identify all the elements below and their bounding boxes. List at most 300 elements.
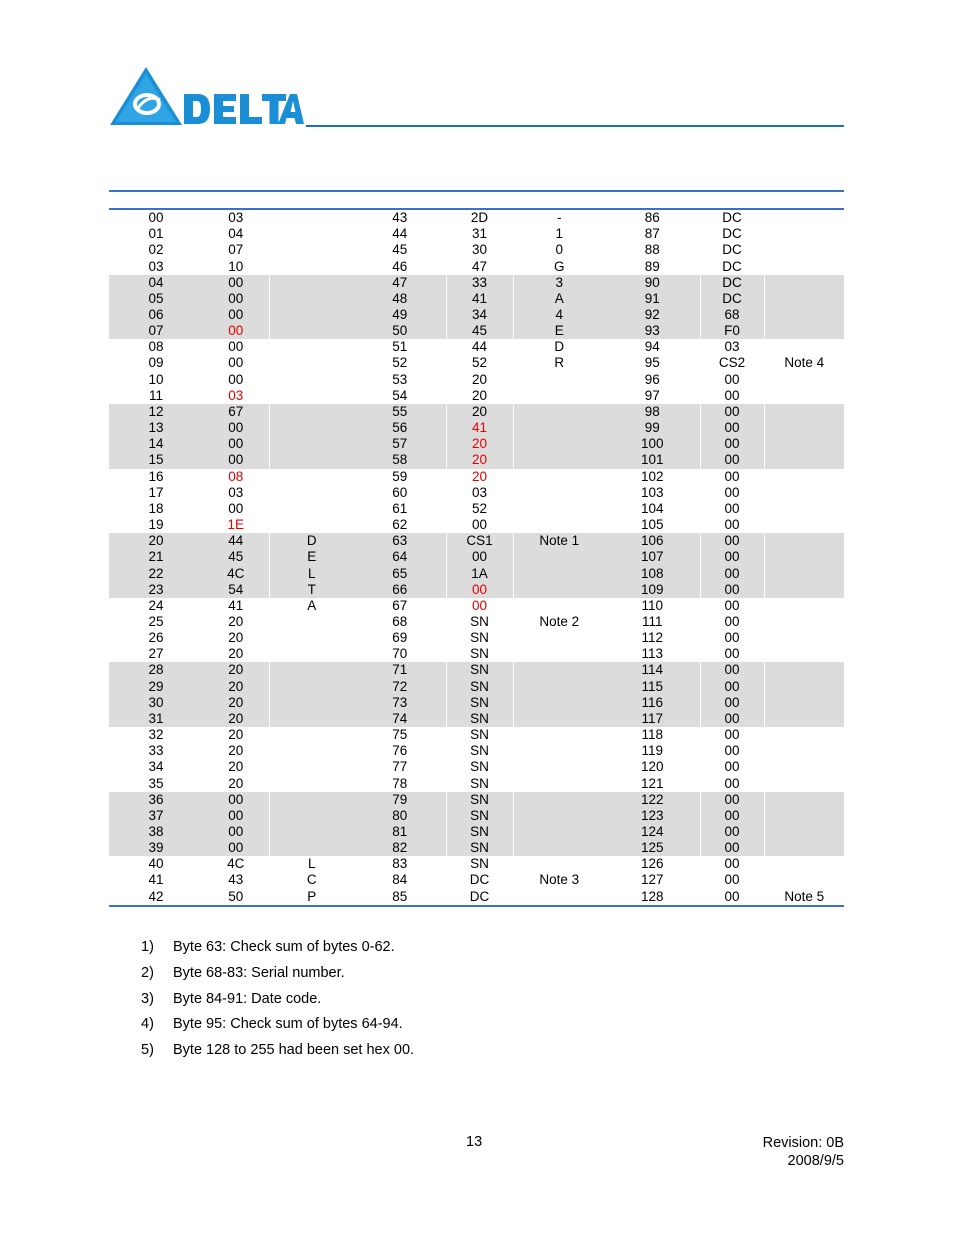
table-cell-c2: 20 [203, 711, 269, 727]
table-cell-c1: 41 [148, 872, 164, 888]
table-row [109, 727, 844, 743]
table-cell-c4: 48 [354, 291, 446, 307]
note-text: Byte 63: Check sum of bytes 0-62. [173, 939, 395, 955]
table-cell-c5: 41 [446, 420, 513, 436]
table-cell-c5: 45 [446, 323, 513, 339]
table-cell-c4: 54 [354, 388, 446, 404]
table-cell-c9 [764, 872, 844, 888]
table-cell-c3 [269, 339, 354, 355]
table-cell-c9 [764, 808, 844, 824]
table-cell-c1: 12 [109, 404, 203, 420]
table-cell-c9: Note 5 [784, 888, 825, 904]
table-cell-c4: 66 [354, 582, 446, 598]
table-cell-c7: 99 [605, 420, 700, 436]
table-cell-c1: 32 [148, 727, 164, 743]
table-cell-c5: 00 [446, 517, 513, 533]
note-item [141, 1014, 414, 1040]
table-cell-c4: 43 [354, 210, 446, 226]
table-cell-c6 [513, 598, 605, 614]
table-cell-c2: 20 [203, 775, 269, 791]
table-cell-c9 [764, 549, 844, 565]
table-cell-c1: 08 [148, 339, 164, 355]
table-cell-c1: 34 [148, 759, 164, 775]
table-cell-c4: 55 [354, 404, 446, 420]
table-cell-c5: SN [446, 662, 513, 678]
table-cell-c8: 00 [700, 533, 764, 549]
table-cell-c8: 00 [700, 420, 764, 436]
table-cell-c1: 13 [109, 420, 203, 436]
table-cell-c3: E [269, 549, 354, 565]
table-cell-c8: 00 [700, 727, 764, 743]
table-cell-c2: 20 [203, 630, 269, 646]
table-cell-c5: 20 [446, 469, 513, 485]
table-cell-c9 [764, 436, 844, 452]
table-cell-c6 [513, 372, 605, 388]
table-cell-c1: 18 [148, 500, 164, 516]
table-cell-c8: 00 [700, 889, 764, 905]
table-cell-c3 [269, 210, 354, 226]
table-row [109, 452, 844, 468]
note-number: 5) [141, 1042, 154, 1059]
table-cell-c3 [269, 743, 354, 759]
table-cell-c5: SN [446, 824, 513, 840]
table-cell-c7: 122 [605, 792, 700, 808]
table-cell-c1: 42 [148, 888, 164, 904]
table-cell-c2: 00 [203, 275, 269, 291]
table-cell-c2: 20 [203, 727, 269, 743]
table-cell-c5: 20 [446, 388, 513, 404]
table-cell-c5: 34 [446, 307, 513, 323]
table-cell-c8: DC [700, 242, 764, 258]
table-cell-c6: - [557, 210, 562, 226]
table-cell-c7: 101 [605, 452, 700, 468]
table-cell-c6: Note 1 [513, 533, 605, 549]
table-cell-c1: 10 [148, 371, 164, 387]
table-cell-c9 [764, 291, 844, 307]
table-cell-c5: SN [446, 646, 513, 662]
table-cell-c4: 73 [354, 695, 446, 711]
table-cell-c6 [513, 759, 605, 775]
table-cell-c3 [269, 727, 354, 743]
table-row [109, 792, 844, 808]
table-cell-c4: 61 [354, 501, 446, 517]
table-cell-c8: 00 [700, 759, 764, 775]
table-cell-c9 [764, 614, 844, 630]
table-row [109, 662, 844, 678]
table-cell-c2: 00 [203, 339, 269, 355]
table-cell-c3 [269, 630, 354, 646]
table-cell-c3 [269, 436, 354, 452]
table-cell-c9 [764, 679, 844, 695]
table-cell-c7: 116 [605, 695, 700, 711]
table-cell-c6 [513, 727, 605, 743]
table-cell-c8: 00 [700, 598, 764, 614]
table-cell-c1: 17 [148, 484, 164, 500]
table-row [109, 517, 844, 533]
table-cell-c9 [764, 840, 844, 856]
table-cell-c8: 00 [700, 808, 764, 824]
table-row [109, 242, 844, 258]
table-cell-c5: 03 [446, 485, 513, 501]
table-cell-c4: 75 [354, 727, 446, 743]
table-cell-c9 [764, 856, 844, 872]
table-cell-c2: 04 [203, 226, 269, 242]
table-cell-c2: 4C [203, 856, 269, 872]
table-cell-c1: 29 [109, 679, 203, 695]
table-cell-c2: 00 [203, 420, 269, 436]
table-cell-c4: 67 [354, 598, 446, 614]
note-number: 1) [141, 939, 154, 955]
table-cell-c5: CS1 [446, 533, 513, 549]
table-cell-c9 [764, 501, 844, 517]
table-row [109, 759, 844, 775]
table-cell-c9 [764, 275, 844, 291]
table-row [109, 323, 844, 339]
table-cell-c6 [513, 824, 605, 840]
eeprom-table [109, 190, 844, 907]
table-cell-c8: DC [700, 291, 764, 307]
table-cell-c5: SN [446, 679, 513, 695]
table-cell-c3 [269, 275, 354, 291]
table-cell-c8: 00 [700, 436, 764, 452]
table-cell-c2: 50 [203, 889, 269, 905]
table-cell-c5: 52 [446, 501, 513, 517]
table-cell-c4: 59 [354, 469, 446, 485]
table-cell-c4: 56 [354, 420, 446, 436]
table-bottom-rule [109, 905, 844, 907]
table-cell-c3 [269, 404, 354, 420]
table-cell-c3: P [307, 888, 317, 904]
table-cell-c9 [764, 307, 844, 323]
table-cell-c8: 00 [700, 614, 764, 630]
table-cell-c1: 35 [148, 775, 164, 791]
table-cell-c5: SN [446, 630, 513, 646]
table-cell-c1: 39 [109, 840, 203, 856]
table-cell-c8: DC [700, 210, 764, 226]
table-row [109, 291, 844, 307]
table-cell-c1: 04 [109, 275, 203, 291]
table-cell-c3 [269, 372, 354, 388]
table-row [109, 339, 844, 355]
table-cell-c1: 27 [148, 646, 164, 662]
table-cell-c8: 00 [700, 582, 764, 598]
table-cell-c7: 120 [605, 759, 700, 775]
table-cell-c7: 118 [605, 727, 700, 743]
table-cell-c7: 119 [605, 743, 700, 759]
table-cell-c1: 03 [148, 258, 164, 274]
table-cell-c2: 07 [203, 242, 269, 258]
table-cell-c4: 69 [354, 630, 446, 646]
delta-logo-icon [108, 64, 304, 128]
table-cell-c8: DC [700, 258, 764, 274]
table-cell-c6 [513, 420, 605, 436]
note-item [141, 937, 414, 963]
table-cell-c2: 03 [203, 388, 269, 404]
table-cell-c6 [513, 646, 605, 662]
table-cell-c7: 125 [605, 840, 700, 856]
table-cell-c7: 95 [605, 355, 700, 371]
table-row [109, 436, 844, 452]
table-cell-c9 [764, 372, 844, 388]
table-cell-c4: 77 [354, 759, 446, 775]
table-cell-c7: 86 [605, 210, 700, 226]
table-cell-c8: 00 [700, 824, 764, 840]
table-cell-c2: 00 [203, 824, 269, 840]
table-cell-c5: 20 [446, 372, 513, 388]
table-cell-c9 [764, 759, 844, 775]
table-cell-c1: 30 [109, 695, 203, 711]
table-cell-c4: 70 [354, 646, 446, 662]
table-cell-c5: DC [446, 889, 513, 905]
table-row [109, 872, 844, 888]
table-cell-c4: 71 [354, 662, 446, 678]
table-cell-c8: 00 [700, 565, 764, 581]
table-cell-c6 [513, 711, 605, 727]
table-cell-c4: 50 [354, 323, 446, 339]
table-cell-c9 [764, 792, 844, 808]
table-row [109, 355, 844, 371]
table-cell-c4: 79 [354, 792, 446, 808]
table-cell-c4: 52 [354, 355, 446, 371]
table-row [109, 840, 844, 856]
table-cell-c3 [269, 808, 354, 824]
table-cell-c8: F0 [700, 323, 764, 339]
table-cell-c1: 14 [109, 436, 203, 452]
table-cell-c6: Note 2 [539, 613, 580, 629]
table-cell-c7: 88 [605, 242, 700, 258]
table-row [109, 614, 844, 630]
table-row [109, 565, 844, 581]
table-cell-c7: 107 [605, 549, 700, 565]
table-cell-c7: 117 [605, 711, 700, 727]
table-row [109, 485, 844, 501]
table-cell-c6 [513, 743, 605, 759]
table-cell-c4: 80 [354, 808, 446, 824]
table-cell-c1: 28 [109, 662, 203, 678]
table-cell-c6 [513, 517, 605, 533]
table-cell-c5: 47 [446, 258, 513, 274]
table-cell-c3 [269, 291, 354, 307]
table-cell-c3: L [269, 565, 354, 581]
table-cell-c9 [764, 727, 844, 743]
table-cell-c1: 02 [148, 242, 164, 258]
table-cell-c1: 11 [148, 387, 163, 403]
note-number: 4) [141, 1016, 154, 1033]
table-cell-c6: E [513, 323, 605, 339]
table-cell-c5: SN [446, 695, 513, 711]
table-cell-c8: 00 [700, 711, 764, 727]
table-cell-c8: 00 [700, 388, 764, 404]
table-cell-c7: 111 [605, 614, 700, 630]
table-cell-c4: 68 [354, 614, 446, 630]
table-cell-c3: C [306, 872, 317, 888]
table-cell-c6: 0 [555, 242, 563, 258]
table-cell-c7: 128 [605, 889, 700, 905]
note-text: Byte 128 to 255 had been set hex 00. [173, 1042, 415, 1059]
table-cell-c1: 37 [109, 808, 203, 824]
table-cell-c7: 109 [605, 582, 700, 598]
table-cell-c4: 62 [354, 517, 446, 533]
table-cell-c6: 1 [555, 226, 563, 242]
table-cell-c5: 1A [446, 565, 513, 581]
table-cell-c2: 45 [203, 549, 269, 565]
table-cell-c6 [513, 792, 605, 808]
table-cell-c8: 00 [700, 630, 764, 646]
note-text: Byte 68-83: Serial number. [173, 964, 345, 981]
table-cell-c7: 102 [605, 469, 700, 485]
table-cell-c6: Note 3 [539, 872, 580, 888]
revision-block [763, 1134, 844, 1170]
table-cell-c4: 83 [354, 856, 446, 872]
table-cell-c9 [764, 339, 844, 355]
table-cell-c8: 00 [700, 372, 764, 388]
table-header-band [109, 192, 844, 208]
table-cell-c6 [513, 549, 605, 565]
table-row [109, 889, 844, 905]
table-cell-c8: CS2 [700, 355, 764, 371]
table-cell-c7: 103 [605, 485, 700, 501]
page-number: 13 [466, 1134, 483, 1150]
table-cell-c5: SN [446, 743, 513, 759]
table-cell-c6 [513, 404, 605, 420]
table-cell-c2: 20 [203, 614, 269, 630]
table-cell-c1: 06 [109, 307, 203, 323]
table-cell-c1: 36 [109, 792, 203, 808]
table-cell-c3 [269, 646, 354, 662]
table-cell-c6: G [553, 258, 565, 274]
table-cell-c7: 114 [605, 662, 700, 678]
table-cell-c9 [764, 242, 844, 258]
table-cell-c9 [764, 452, 844, 468]
table-cell-c4: 82 [354, 840, 446, 856]
table-cell-c9 [764, 469, 844, 485]
table-row [109, 420, 844, 436]
table-cell-c1: 23 [109, 582, 203, 598]
table-cell-c4: 45 [354, 242, 446, 258]
table-row [109, 549, 844, 565]
table-cell-c5: SN [446, 808, 513, 824]
table-cell-c5: 30 [446, 242, 513, 258]
table-cell-c2: 1E [203, 517, 269, 533]
table-cell-c2: 00 [203, 355, 269, 371]
table-cell-c8: 00 [700, 743, 764, 759]
table-row [109, 533, 844, 549]
table-cell-c7: 94 [605, 339, 700, 355]
table-cell-c7: 113 [605, 646, 700, 662]
table-cell-c2: 20 [203, 695, 269, 711]
table-cell-c3 [269, 420, 354, 436]
note-text: Byte 84-91: Date code. [173, 990, 322, 1007]
table-cell-c1: 16 [148, 468, 164, 484]
byte-table [109, 210, 844, 905]
table-cell-c2: 08 [203, 469, 269, 485]
table-cell-c9 [764, 646, 844, 662]
table-cell-c4: 53 [354, 372, 446, 388]
table-cell-c8: 00 [700, 856, 764, 872]
table-cell-c2: 67 [203, 404, 269, 420]
table-cell-c3 [269, 614, 354, 630]
table-cell-c9 [764, 388, 844, 404]
table-cell-c3 [269, 242, 354, 258]
table-cell-c6 [513, 452, 605, 468]
table-cell-c8: 00 [700, 485, 764, 501]
table-cell-c3 [269, 711, 354, 727]
table-cell-c2: 00 [203, 307, 269, 323]
table-cell-c2: 00 [203, 372, 269, 388]
table-cell-c2: 20 [203, 759, 269, 775]
table-cell-c5: 2D [446, 210, 513, 226]
table-cell-c5: 33 [446, 275, 513, 291]
table-cell-c5: SN [446, 711, 513, 727]
table-cell-c3 [269, 775, 354, 791]
table-cell-c4: 81 [354, 824, 446, 840]
table-cell-c8: DC [700, 226, 764, 242]
table-cell-c5: SN [446, 792, 513, 808]
table-row [109, 372, 844, 388]
table-cell-c5: 41 [446, 291, 513, 307]
table-cell-c6 [513, 436, 605, 452]
note-item [141, 1040, 414, 1066]
table-cell-c1: 22 [109, 565, 203, 581]
table-row [109, 469, 844, 485]
table-cell-c6: 3 [513, 275, 605, 291]
table-cell-c4: 46 [354, 258, 446, 274]
table-cell-c7: 96 [605, 372, 700, 388]
table-cell-c9 [764, 517, 844, 533]
table-cell-c7: 115 [605, 679, 700, 695]
table-cell-c1: 25 [148, 613, 164, 629]
table-cell-c1: 01 [148, 226, 164, 242]
table-row [109, 598, 844, 614]
table-cell-c2: 20 [203, 646, 269, 662]
revision-label: Revision: 0B [762, 1135, 844, 1151]
table-cell-c9 [764, 824, 844, 840]
table-cell-c8: DC [700, 275, 764, 291]
table-cell-c4: 72 [354, 679, 446, 695]
table-cell-c3 [269, 226, 354, 242]
table-row [109, 856, 844, 872]
table-row [109, 226, 844, 242]
table-row [109, 275, 844, 291]
table-row [109, 775, 844, 791]
table-cell-c7: 127 [605, 872, 700, 888]
table-cell-c2: 00 [203, 291, 269, 307]
table-cell-c3 [269, 695, 354, 711]
table-cell-c7: 104 [605, 501, 700, 517]
table-cell-c3 [269, 258, 354, 274]
table-cell-c5: 20 [446, 436, 513, 452]
table-cell-c6 [513, 630, 605, 646]
table-cell-c4: 76 [354, 743, 446, 759]
table-cell-c2: 03 [203, 485, 269, 501]
table-cell-c6: D [554, 339, 565, 355]
table-cell-c8: 00 [700, 646, 764, 662]
table-cell-c9 [764, 582, 844, 598]
table-cell-c8: 00 [700, 662, 764, 678]
table-cell-c4: 85 [354, 889, 446, 905]
table-cell-c1: 15 [109, 452, 203, 468]
table-cell-c2: 00 [203, 840, 269, 856]
table-cell-c3 [269, 452, 354, 468]
table-cell-c3 [269, 662, 354, 678]
table-cell-c5: 20 [446, 404, 513, 420]
table-cell-c7: 92 [605, 307, 700, 323]
table-cell-c5: SN [446, 614, 513, 630]
table-cell-c1: 24 [148, 597, 164, 613]
table-cell-c9 [764, 565, 844, 581]
table-row [109, 582, 844, 598]
table-cell-c3 [269, 307, 354, 323]
